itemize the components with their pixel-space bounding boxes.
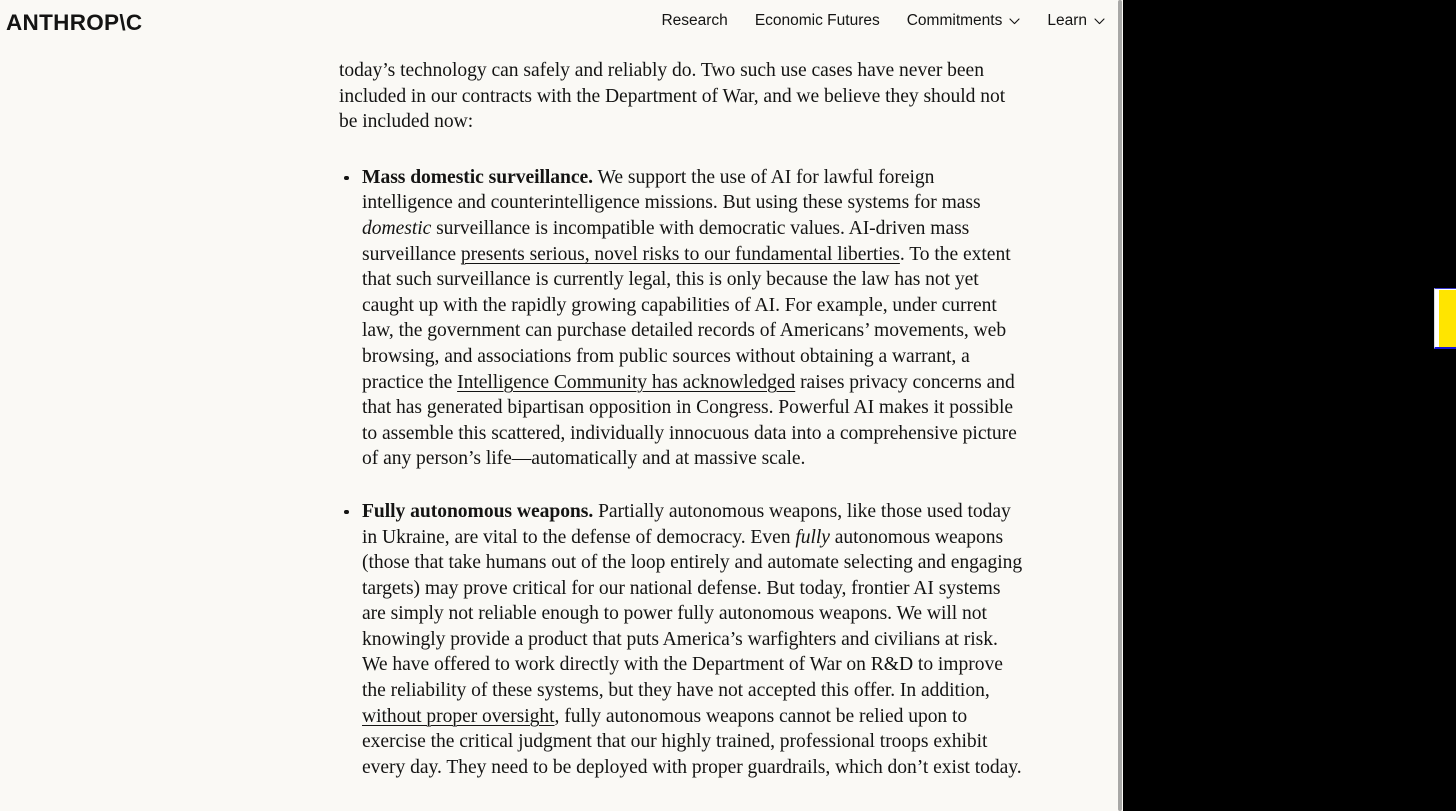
use-case-item xyxy=(339,499,1023,781)
nav-item-research[interactable] xyxy=(661,13,727,29)
body-text: autonomous weapons (those that take humans out of the loop entirely and automate selecting and engaging targets) may prove critical for our national defense. But today, frontier AI systems are simply not reliable enough to power fully autonomous weapons. We will not knowingly provide a product that puts America’s warfighters and civilians at risk. We have offered to work directly with the Department of War on R&D to improve the reliability of these systems, but they have not accepted this offer. In addition, xyxy=(362,526,1023,702)
anthropic-logo[interactable]: ANTHROP\C xyxy=(6,10,143,35)
yellow-widget-fill xyxy=(1439,290,1456,347)
use-case-item xyxy=(339,165,1023,472)
chevron-down-icon xyxy=(1009,18,1020,25)
yellow-widget[interactable] xyxy=(1434,288,1456,349)
nav-item-commitments[interactable] xyxy=(907,13,1021,29)
body-text: . To the extent that such surveillance is currently legal, this is only because the law has not yet caught up with the rapidly growing capabilities of AI. For example, under current law, the government can purchase detailed records of Americans’ movements, web browsing, and associations from public sources without obtaining a warrant, a practice the xyxy=(362,243,1011,393)
nav-item-economic-futures[interactable] xyxy=(755,13,880,29)
body-text: surveillance is incompatible with democratic values. AI-driven mass surveillance xyxy=(362,217,970,265)
emphasis-text: domestic xyxy=(362,217,432,239)
nav-item-label: Learn xyxy=(1047,12,1087,29)
nav-item-label: Economic Futures xyxy=(754,12,880,29)
use-case-list xyxy=(339,165,1023,781)
main-nav xyxy=(661,13,1105,29)
body-text: Partially autonomous weapons, like those used today in Ukraine, are vital to the defense of democracy. Even xyxy=(362,500,1011,548)
inline-link[interactable]: Intelligence Community has acknowledged xyxy=(457,371,796,393)
scrollbar-thumb[interactable] xyxy=(1118,0,1122,811)
desktop-backdrop xyxy=(1123,0,1456,811)
intro-paragraph: today’s technology can safely and reliably do. Two such use cases have never been included in our contracts with the Department of War, and we believe they should not be included now: xyxy=(339,60,1006,133)
body-text: raises privacy concerns and that has generated bipartisan opposition in Congress. Powerful AI makes it possible to assemble this scattered, individually innocuous data into a comprehensive picture of any person’s life—automatically and at massive scale. xyxy=(362,371,1017,470)
site-header xyxy=(0,0,1117,49)
body-text: We support the use of AI for lawful foreign intelligence and counterintelligence missions. But using these systems for mass xyxy=(362,166,981,214)
article-body xyxy=(339,58,1023,780)
chevron-down-icon xyxy=(1094,18,1105,25)
nav-item-label: Research xyxy=(661,12,728,29)
emphasis-text: fully xyxy=(795,526,830,548)
inline-link[interactable]: without proper oversight xyxy=(362,705,555,727)
use-case-lead: Fully autonomous weapons. xyxy=(362,500,594,522)
inline-link[interactable]: presents serious, novel risks to our fundamental liberties xyxy=(460,243,900,265)
body-text: , fully autonomous weapons cannot be relied upon to exercise the critical judgment that our highly trained, professional troops exhibit every day. They need to be deployed with proper guardrails, which don’t exist today. xyxy=(362,705,1022,778)
nav-item-learn[interactable] xyxy=(1047,13,1105,29)
nav-item-label: Commitments xyxy=(906,12,1003,29)
use-case-lead: Mass domestic surveillance. xyxy=(362,166,594,188)
vertical-scrollbar[interactable] xyxy=(1117,0,1123,811)
